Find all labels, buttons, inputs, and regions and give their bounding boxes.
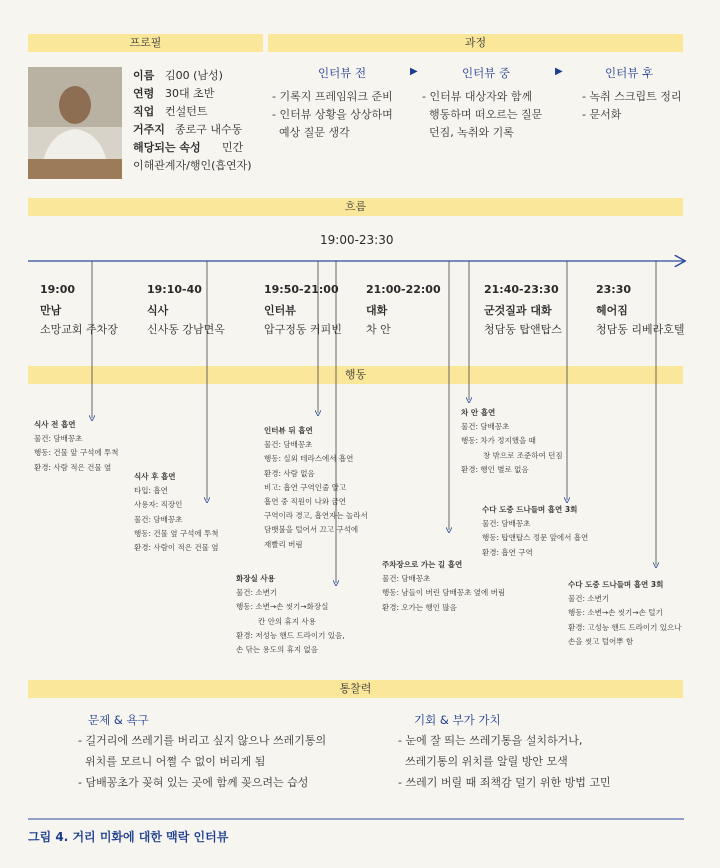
flow-event-place: 압구정동 커피빈 [264,323,342,336]
figure-caption-label: 그림 4. [28,830,69,844]
insight-opportunity-line: - 쓰레기 버릴 때 죄책감 덜기 위한 방법 고민 [398,776,611,789]
profile-job-value: 컨설턴트 [165,105,208,118]
process-after-item: - 녹취 스크립트 정리 [582,90,682,103]
flow-event-time: 21:00-22:00 [366,283,441,296]
figure-caption-text: 거리 미화에 대한 맥락 인터뷰 [72,830,229,844]
process-step-before-title: 인터뷰 전 [318,66,367,80]
flow-event-time: 21:40-23:30 [484,283,559,296]
profile-extra: 이해관계자/행인(흡연자) [133,159,252,172]
process-step-after-title: 인터뷰 후 [605,66,654,80]
process-before-item: - 인터뷰 상황을 상상하며 [272,108,393,121]
flow-event-place: 차 안 [366,323,391,336]
insight-problem-line: 위치를 모르니 어쩔 수 없이 버리게 됨 [78,755,266,768]
behavior-card: 식사 전 흡연 물건: 담배꽁초 행동: 건물 앞 구석에 투척 환경: 사람 적은 건물 옆 [34,420,119,472]
profile-name-label: 이름 [133,69,155,82]
process-after-item: - 문서화 [582,108,622,121]
flow-event-title: 만남 [40,304,62,317]
flow-event-title: 인터뷰 [264,304,296,317]
flow-range: 19:00-23:30 [320,233,394,247]
process-during-item: 던짐, 녹취와 기록 [422,126,514,139]
insight-opportunity-line: 쓰레기통의 위치를 알릴 방안 모색 [398,755,568,768]
insight-problem-line: - 길거리에 쓰레기를 버리고 싶지 않으나 쓰레기통의 [78,734,327,747]
insight-opportunity-title: 기회 & 부가 가치 [414,713,501,727]
profile-residence-label: 거주지 [133,123,165,136]
flow-event-place: 청담동 리베라호텔 [596,323,685,336]
process-arrow-icon: ▶ [410,66,418,77]
behavior-card: 차 안 흡연 물건: 담배꽁초 행동: 차가 정지했을 때 창 밖으로 조준하여 던짐 환경: 행인 별로 없음 [461,408,563,474]
behavior-header: 행동 [28,366,683,384]
process-during-item: - 인터뷰 대상자와 함께 [422,90,533,103]
flow-event-title: 헤어짐 [596,304,628,317]
behavior-card: 수다 도중 드나들며 흡연 3회 물건: 담배꽁초 행동: 탑앤탑스 정문 앞에서 흡연 환경: 흡연 구역 [482,505,589,557]
flow-event-place: 소망교회 주차장 [40,323,118,336]
flow-event-time: 19:50-21:00 [264,283,339,296]
behavior-card: 주차장으로 가는 길 흡연 물건: 담배꽁초 행동: 남들이 버린 담배꽁초 옆에 버림 환경: 오가는 행인 많음 [382,560,506,612]
flow-event-place: 신사동 강남면옥 [147,323,225,336]
insight-opportunity-line: - 눈에 잘 띄는 쓰레기통을 설치하거나, [398,734,583,747]
insight-problem-title: 문제 & 욕구 [88,713,149,727]
insight-header: 통찰력 [28,680,683,698]
flow-event-title: 식사 [147,304,169,317]
flow-event-place: 청담동 탑앤탑스 [484,323,562,336]
flow-event-title: 대화 [366,304,388,317]
profile-residence-value: 종로구 내수동 [175,123,243,136]
process-during-item: 행동하며 떠오르는 질문 [422,108,543,121]
flow-event-time: 19:00 [40,283,76,296]
profile-attr-label: 해당되는 속성 [133,141,201,154]
process-before-item: - 기록지 프레임워크 준비 [272,90,393,103]
insight-problem-line: - 담배꽁초가 꽂혀 있는 곳에 함께 꽂으려는 습성 [78,776,309,789]
process-before-item: 예상 질문 생각 [272,126,350,139]
behavior-card: 수다 도중 드나들며 흡연 3회 물건: 소변기 행동: 소변→손 씻기→손 털기 환경: 고성능 핸드 드라이기 있으나 손을 씻고 털어뿌 함 [568,580,682,646]
process-step-during-title: 인터뷰 중 [462,66,511,80]
flow-header: 흐름 [28,198,683,216]
behavior-card: 식사 후 흡연 타입: 흡연 사용자: 직장인 물건: 담배꽁초 행동: 건물 옆 구석에 투척 환경: 사람이 적은 건물 옆 [134,472,219,553]
profile-age-label: 연령 [133,87,155,100]
flow-event-time: 23:30 [596,283,632,296]
flow-event-time: 19:10-40 [147,283,202,296]
profile-age-value: 30대 초반 [165,87,215,100]
profile-header: 프로필 [28,34,263,52]
behavior-card: 인터뷰 뒤 흡연 물건: 담배꽁초 행동: 실외 테라스에서 흡연 환경: 사람 없음 비고: 흡연 구역인줄 알고 흡연 중 직원이 나와 금연 구역이라 경고, 흡연자는 놀라서 담뱃불을 털어서 끄고 구석에 재빨리 버림 [264,426,368,549]
process-arrow-icon: ▶ [555,66,563,77]
process-header: 과정 [268,34,683,52]
flow-event-title: 군것질과 대화 [484,304,552,317]
behavior-card: 화장실 사용 물건: 소변기 행동: 소변→손 씻기→화장실 칸 안의 휴지 사용 환경: 저성능 핸드 드라이기 있음, 손 닦는 용도의 휴지 없음 [236,574,345,655]
profile-job-label: 직업 [133,105,155,118]
profile-attr-value: 민간 [222,141,244,154]
figure-caption [28,828,228,845]
profile-name-value: 김00 (남성) [165,69,223,82]
